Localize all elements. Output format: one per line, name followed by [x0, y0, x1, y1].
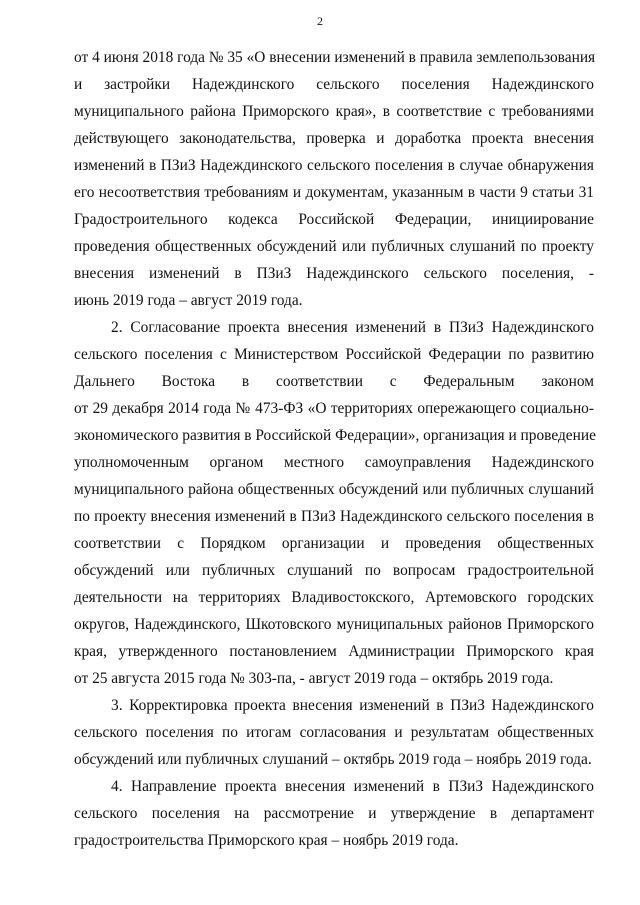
text-line: 4. Направление проекта внесения изменений в ПЗиЗ Надеждинского: [111, 778, 594, 795]
text-line: от 25 августа 2015 года № 303-па, - август 2019 года – октябрь 2019 года.: [74, 670, 554, 687]
text-line: 2. Согласование проекта внесения изменений в ПЗиЗ Надеждинского: [111, 319, 594, 336]
text-line: проведения общественных обсуждений или публичных слушаний по проекту: [74, 238, 594, 255]
text-line: от 4 июня 2018 года № 35 «О внесении изменений в правила землепользования: [74, 49, 596, 66]
text-line: июнь 2019 года – август 2019 года.: [74, 292, 303, 309]
text-line: округов, Надеждинского, Шкотовского муниципальных районов Приморского: [74, 616, 594, 633]
text-line: муниципального района общественных обсуждений или публичных слушаний: [74, 481, 594, 498]
text-line: Градостроительного кодекса Российской Федерации, инициирование: [74, 211, 594, 228]
text-line: деятельности на территориях Владивостокского, Артемовского городских: [74, 589, 594, 606]
page-number: 2: [317, 14, 323, 28]
text-line: уполномоченным органом местного самоуправления Надеждинского: [74, 454, 594, 471]
text-line: внесения изменений в ПЗиЗ Надеждинского сельского поселения, -: [74, 265, 594, 282]
text-line: края, утвержденного постановлением Администрации Приморского края: [74, 643, 594, 660]
text-line: действующего законодательства, проверка и доработка проекта внесения: [74, 130, 594, 147]
text-line: сельского поселения на рассмотрение и утверждение в департамент: [74, 805, 594, 822]
text-line: соответствии с Порядком организации и проведения общественных: [74, 535, 594, 552]
text-line: сельского поселения с Министерством Российской Федерации по развитию: [74, 346, 594, 363]
text-line: обсуждений или публичных слушаний по вопросам градостроительной: [74, 562, 594, 579]
text-line: сельского поселения по итогам согласования и результатам общественных: [74, 724, 594, 741]
text-line: изменений в ПЗиЗ Надеждинского сельского поселения в случае обнаружения: [74, 157, 594, 174]
text-line: по проекту внесения изменений в ПЗиЗ Надеждинского сельского поселения в: [74, 508, 594, 525]
text-line: и застройки Надеждинского сельского поселения Надеждинского: [74, 76, 594, 93]
text-line: муниципального района Приморского края», в соответствие с требованиями: [74, 103, 594, 120]
text-line: от 29 декабря 2014 года № 473-ФЗ «О территориях опережающего социально-: [74, 400, 594, 417]
text-line: 3. Корректировка проекта внесения изменений в ПЗиЗ Надеждинского: [111, 697, 594, 714]
text-line: обсуждений или публичных слушаний – октябрь 2019 года – ноябрь 2019 года.: [74, 751, 592, 768]
text-line: его несоответствия требованиям и документам, указанным в части 9 статьи 31: [74, 184, 594, 201]
text-line: градостроительства Приморского края – ноябрь 2019 года.: [74, 832, 459, 849]
text-line: экономического развития в Российской Федерации», организация и проведение: [74, 427, 596, 444]
text-line: Дальнего Востока в соответствии с Федеральным законом: [74, 373, 594, 390]
